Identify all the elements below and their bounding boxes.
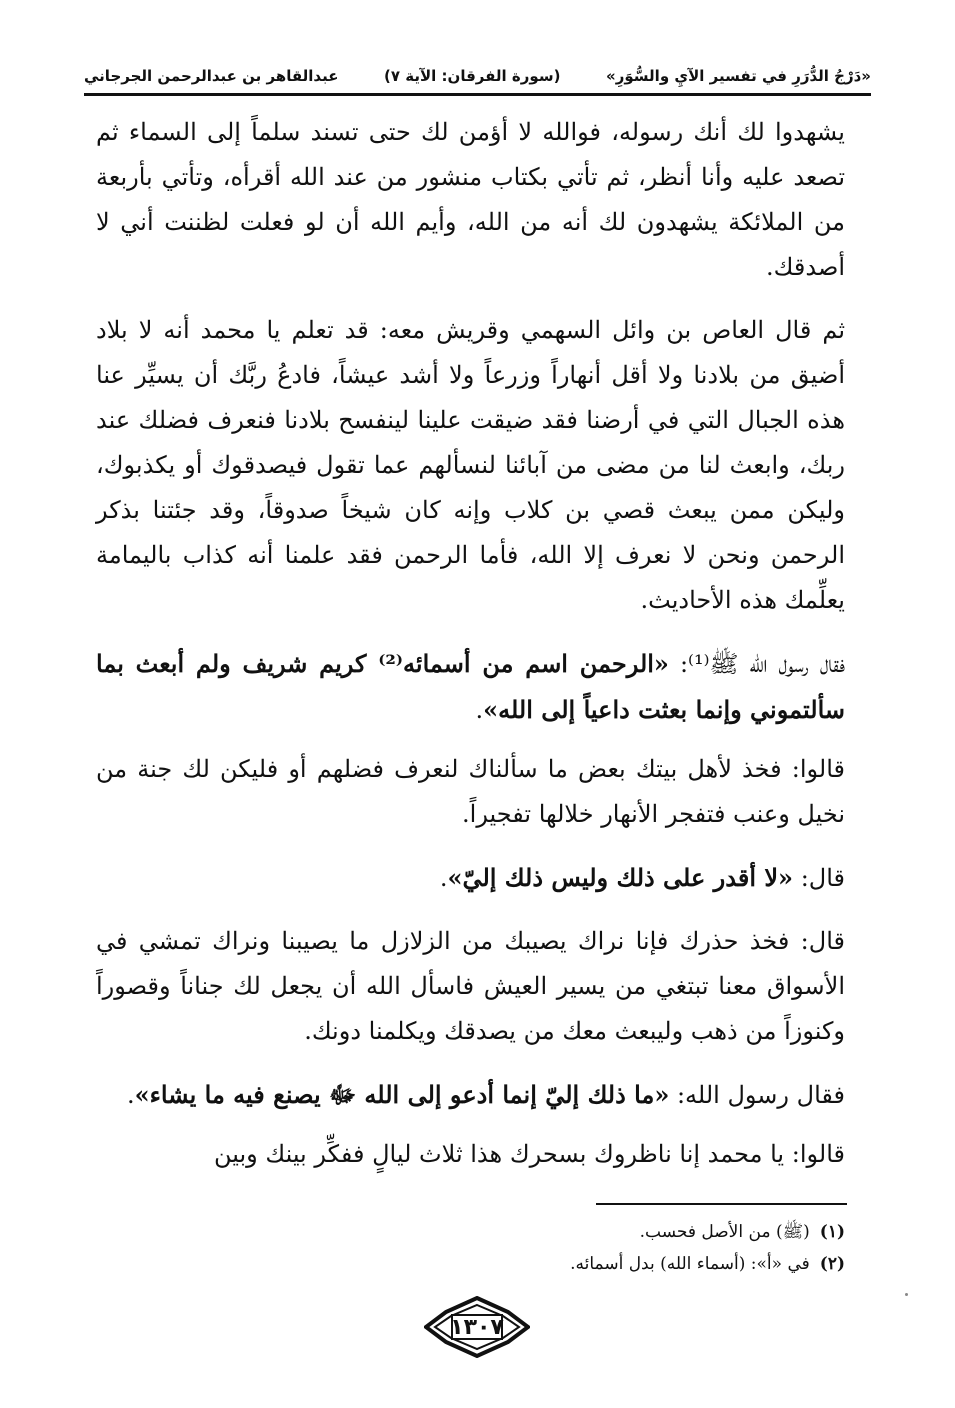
paragraph-end: . <box>126 1081 135 1109</box>
paragraph-end: . <box>439 864 448 892</box>
header-author: عبدالقاهر بن عبدالرحمن الجرجاني <box>84 67 339 85</box>
paragraph-intro: فقال رسول الله ﷺ⁽¹⁾: <box>668 650 845 678</box>
paragraph <box>96 1072 845 1118</box>
paragraph-intro: فقال رسول الله: <box>669 1081 845 1109</box>
page-number: ١٣٠٧ <box>450 1314 504 1340</box>
paragraph-text: قال: فخذ حذرك فإنا نراك يصيبك من الزلازل ما يصيبنا ونراك تمشي في الأسواق معنا تبتغي من يسير العيش فاسأل الله أن يجعل لك جناناً وقصوراً وكنوزاً من ذهب وليبعث معك من يصدقك ويكلمنا دونك. <box>96 927 845 1045</box>
paragraph-text: قالوا: فخذ لأهل بيتك بعض ما سألناك لنعرف فضلهم أو فليكن لك جنة من نخيل وعنب فتفجر الأنهار خلالها تفجيراً. <box>96 755 845 828</box>
prophet-speech: «الرحمن اسم من أسمائه⁽²⁾ كريم شريف ولم أبعث بما سألتموني وإنما بعثت داعياً إلى الله» <box>96 649 845 724</box>
footnote <box>96 1248 845 1280</box>
paragraph <box>96 308 845 623</box>
prophet-speech: «لا أقدر على ذلك وليس ذلك إليّ» <box>447 863 794 892</box>
footnote-text: (ﷺ) من الأصل فحسب. <box>639 1222 810 1242</box>
paragraph <box>96 919 845 1054</box>
paragraph-text: ثم قال العاص بن وائل السهمي وقريش معه: قد تعلم يا محمد أنه لا بلاد أضيق من بلادنا ولا أقل أنهاراً وزرعاً ولا أشد عيشاً، فادعُ ربَّك أن يسيِّر عنا هذه الجبال التي في أرضنا فقد ضيقت علينا لينفسح بلادنا فنعرف فضلك عند ربك، وابعث لنا من مضى من آبائنا لنسألهم عما تقول فيصدقوك أو يكذبوك، وليكن ممن يبعث قصي بن كلاب وإنه كان شيخاً صدوقاً، وقد جئتنا بذكر الرحمن ونحن لا نعرف إلا الله، فأما الرحمن فقد علمنا أنه كذاب باليمامة يعلِّمك هذه الأحاديث. <box>96 316 845 614</box>
footnote-separator <box>596 1203 847 1205</box>
paragraph-text: يشهدوا لك أنك رسوله، فوالله لا أؤمن لك حتى تسند سلماً إلى السماء ثم تصعد عليه وأنا أنظر، ثم تأتي بكتاب منشور من عند الله أقرأه، وتأتي بأربعة من الملائكة يشهدون لك أنه من الله، وأيم الله أن لو فعلت لظننت أني لا أصدقك. <box>96 118 845 281</box>
paragraph <box>96 110 845 290</box>
footnote-number: (١) <box>819 1222 845 1242</box>
paragraph-text: قالوا: يا محمد إنا ناظروك بسحرك هذا ثلاث ليالٍ ففكِّر بينك وبين <box>213 1140 845 1168</box>
header-book-title: «دَرْجُ الدُّرَرِ في تفسير الآيِ والسُّوَرِ» <box>606 67 871 85</box>
paragraph-intro: قال: <box>793 864 845 892</box>
footnote <box>96 1216 845 1248</box>
header-surah-reference: (سورة الفرقان: الآية ٧) <box>384 67 561 85</box>
paragraph <box>96 641 845 733</box>
footnotes <box>96 1216 845 1280</box>
header-rule <box>84 93 871 96</box>
paragraph <box>96 1132 845 1177</box>
running-header <box>84 58 871 94</box>
paragraph <box>96 855 845 901</box>
scan-speck <box>905 1293 908 1296</box>
prophet-speech: «ما ذلك إليّ إنما أدعو إلى الله ﷻ يصنع فيه ما يشاء» <box>134 1080 670 1109</box>
paragraph <box>96 747 845 837</box>
paragraph-end: . <box>475 696 484 724</box>
main-text <box>96 110 845 1195</box>
footnote-number: (٢) <box>819 1254 845 1274</box>
footnote-text: في «أ»: (أسماء الله) بدل أسمائه. <box>570 1254 810 1274</box>
